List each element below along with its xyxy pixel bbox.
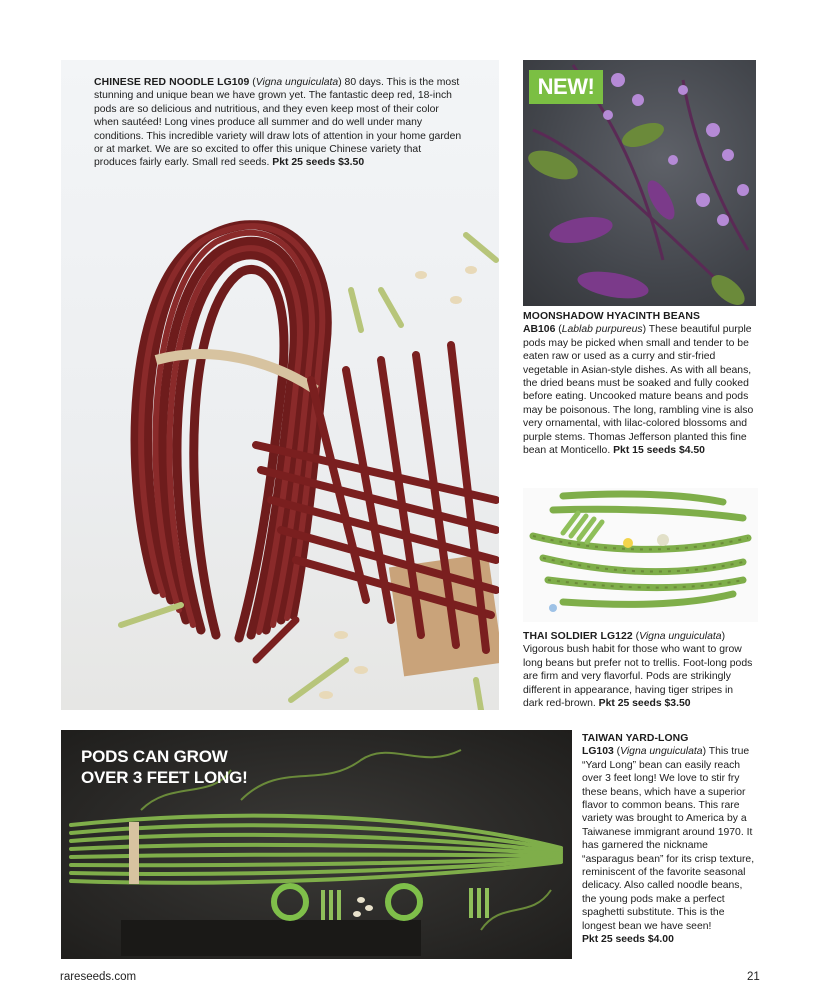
moonshadow-code: AB106 <box>523 324 556 336</box>
taiwan-latin: Vigna unguiculata <box>620 746 703 758</box>
thai-soldier-photo <box>523 488 758 622</box>
taiwan-yard-long-photo <box>61 730 572 959</box>
taiwan-body: ) This true “Yard Long” bean can easily reach over 3 feet long! We love to stir fry these beans, which have a superior flavor to common beans. This rare variety was brought to America by a Taiwanese immigrant around 1970. It has garnered the nickname “asparagus bean” for its crisp texture, reminiscent of the favorite seasonal delicacy. Also called noodle beans, the young pods make a perfect spaghetti substitute. This is the longest bean we have seen! <box>582 746 755 932</box>
chinese-red-noodle-price: Pkt 25 seeds $3.50 <box>272 157 365 169</box>
caption-line-2: OVER 3 FEET LONG! <box>81 768 248 787</box>
pods-length-caption <box>81 746 248 788</box>
moonshadow-description: MOONSHADOW HYACINTH BEANS AB106 (Lablab purpureus) These beautiful purple pods may be picked when small and tender to be eaten raw or used as a curry and stir-fried vegetable in Asian-style dishes. As with all beans, the dried beans must be soaked and fully cooked before eating. Uncooked mature beans and pods may be poisonous. The long, rambling vine is also very ornamental, with lilac-colored blossoms and purple stems. Thomas Jefferson planted this fine bean at Monticello. Pkt 15 seeds $4.50 <box>523 311 754 457</box>
taiwan-title: TAIWAN YARD-LONG <box>582 733 689 744</box>
moonshadow-title: MOONSHADOW HYACINTH BEANS <box>523 311 701 322</box>
moonshadow-photo <box>523 60 756 306</box>
moonshadow-price: Pkt 15 seeds $4.50 <box>613 445 705 457</box>
thai-soldier-description: THAI SOLDIER LG122 (Vigna unguiculata) Vigorous bush habit for those who want to grow long beans but prefer not to trellis. Foot-long pods are firm and very flavorful. Pods are strikingly different in appearance, having tiger stripes in dark red-brown. Pkt 25 seeds $3.50 <box>523 631 753 710</box>
chinese-red-noodle-title: CHINESE RED NOODLE LG109 <box>94 77 250 88</box>
taiwan-code: LG103 <box>582 746 614 758</box>
thai-soldier-title: THAI SOLDIER LG122 <box>523 631 633 642</box>
chinese-red-noodle-latin: Vigna unguiculata <box>255 77 339 88</box>
new-badge: NEW! <box>529 70 603 104</box>
taiwan-yard-long-description: TAIWAN YARD-LONG LG103 (Vigna unguiculata) This true “Yard Long” bean can easily reach over 3 feet long! We love to stir fry these beans, which have a superior flavor to common beans. This rare variety was brought to America by a Taiwanese immigrant around 1970. It has garnered the nickname “asparagus bean” for its crisp texture, reminiscent of the favorite seasonal delicacy. Also called noodle beans, the young pods make a perfect spaghetti substitute. This is the longest bean we have seen! Pkt 25 seeds $4.00 <box>582 733 755 946</box>
website-url[interactable]: rareseeds.com <box>60 971 137 983</box>
moonshadow-body: ) These beautiful purple pods may be picked when small and tender to be eaten raw or used as a curry and stir-fried vegetable in Asian-style dishes. As with all beans, the dried beans must be soaked and fully cooked before eating. Uncooked mature beans and pods may be poisonous. The long, rambling vine is also very ornamental, with lilac-colored blossoms and purple stems. Thomas Jefferson planted this fine bean at Monticello. <box>523 324 754 457</box>
chinese-red-noodle-description: CHINESE RED NOODLE LG109 (Vigna unguiculata) 80 days. This is the most stunning and unique bean we have grown yet. The fantastic deep red, 18-inch pods are so delicious and nutritious, and they even keep most of their color when sautéed! Long vines produce all summer and do well under many conditions. This incredible variety will draw lots of attention in your home garden or at market. We are so excited to offer this unique Chinese variety that produces fairly early. Small red seeds. Pkt 25 seeds $3.50 <box>94 77 462 169</box>
thai-soldier-beans-illustration <box>523 488 758 622</box>
chinese-red-noodle-body: ) 80 days. This is the most stunning and unique bean we have grown yet. The fantastic deep red, 18-inch pods are so delicious and nutritious, and they even keep most of their color when sautéed! Long vines produce all summer and do well under many conditions. This incredible variety will draw lots of attention in your home garden or at market. We are so excited to offer this unique Chinese variety that produces fairly early. Small red seeds. <box>94 77 462 169</box>
moonshadow-latin: Lablab purpureus <box>561 324 643 336</box>
chinese-red-noodle-photo <box>61 60 499 710</box>
page-number: 21 <box>747 971 760 983</box>
caption-line-1: PODS CAN GROW <box>81 747 228 766</box>
thai-soldier-price: Pkt 25 seeds $3.50 <box>598 698 691 710</box>
taiwan-price: Pkt 25 seeds $4.00 <box>582 934 674 946</box>
thai-soldier-latin: Vigna unguiculata <box>639 631 722 642</box>
thai-soldier-body: ) Vigorous bush habit for those who want to grow long beans but prefer not to trellis. Foot-long pods are firm and very flavorful. Pods are strikingly different in appearance, having tiger stripes in dark red-brown. <box>523 631 753 710</box>
